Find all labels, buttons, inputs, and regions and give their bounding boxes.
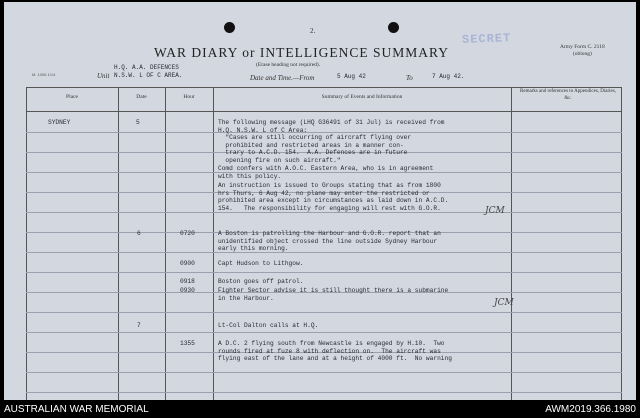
archive-footer: [0, 400, 640, 418]
date-from: 5 Aug 42: [337, 73, 366, 80]
unit-line2: N.S.W. L OF C AREA.: [114, 72, 183, 79]
diary-sheet: [4, 2, 636, 400]
summary-line: A D.C. 2 flying south from Newcastle is engaged by H.10. Two: [218, 340, 445, 347]
page-subtitle: (Erase heading not required).: [256, 62, 321, 68]
form-ref-line2: (oblong): [572, 51, 592, 57]
row-rule: [26, 392, 622, 393]
secret-stamp: SECRET: [461, 31, 512, 47]
row-rule: [26, 272, 622, 273]
entry-date: 5: [136, 119, 140, 126]
form-code: M. 1006 1/14: [32, 72, 56, 77]
row-rule: [26, 372, 622, 373]
summary-line: prohibited area except in circumstances as laid down in A.C.D.: [218, 197, 449, 205]
summary-line: "Cases are still occurring of aircraft flying over: [218, 134, 412, 142]
summary-line: Boston goes off patrol.: [218, 278, 304, 285]
entry-summary: [218, 230, 441, 253]
summary-line: Comd confers with A.O.C. Eastern Area, who is in agreement: [218, 165, 434, 172]
entry-hour: 0918: [180, 278, 195, 285]
entry-summary: [218, 322, 318, 330]
footer-institution: AUSTRALIAN WAR MEMORIAL: [4, 404, 149, 415]
date-label: Date and Time.—From: [250, 74, 315, 82]
summary-line: An instruction is issued to Groups stating that as from 1800: [218, 182, 441, 189]
entry-summary: [218, 119, 445, 165]
summary-line: hrs Thurs, 6 Aug 42, no plane may enter the restricted or: [218, 189, 430, 197]
entry-summary: [218, 182, 448, 212]
punch-hole-left: [224, 22, 235, 33]
col-divider: [165, 87, 166, 400]
summary-line: opening fire on such aircraft.": [218, 156, 341, 164]
summary-line: trary to A.C.D. 154. A.A. Defences are in future: [218, 149, 408, 157]
col-divider: [511, 87, 512, 400]
entry-summary: [218, 278, 303, 286]
entry-summary: [218, 260, 303, 268]
summary-line: A Boston is patrolling the Harbour and G.O.R. report that an: [218, 230, 441, 237]
entry-date: 7: [137, 322, 141, 329]
page-title: WAR DIARY or INTELLIGENCE SUMMARY: [154, 45, 449, 60]
entry-hour: 0720: [180, 230, 195, 237]
summary-line: with this policy.: [218, 172, 282, 180]
col-divider: [213, 87, 214, 400]
summary-line: rounds fired at fuze 8 with deflection on. The aircraft was: [218, 347, 441, 355]
summary-line: H.Q. N.S.W. L of C Area:: [218, 126, 308, 134]
summary-line: unidentified object crossed the line outside Sydney Harbour: [218, 237, 438, 245]
entry-summary: [218, 287, 448, 302]
col-divider: [26, 87, 27, 400]
header-rule: [26, 111, 622, 112]
summary-line: Capt Hudson to Lithgow.: [218, 260, 304, 267]
entry-hour: 0930: [180, 287, 195, 294]
col-header-place: Place: [66, 94, 78, 100]
col-divider: [118, 87, 119, 400]
entry-place: SYDNEY: [48, 119, 71, 126]
form-ref-line1: Army Form C. 2118: [560, 44, 605, 50]
summary-line: Lt-Col Dalton calls at H.Q.: [218, 322, 319, 329]
summary-line: 154. The responsibility for engaging will rest with G.O.R.: [218, 204, 441, 212]
unit-label: Unit: [97, 72, 110, 80]
col-header-hour: Hour: [183, 94, 195, 100]
col-header-remarks: Remarks and references to Appendices, Diaries, &c.: [520, 89, 616, 101]
summary-line: early this morning.: [218, 245, 289, 253]
entry-hour: 1355: [180, 340, 195, 347]
date-to: 7 Aug 42.: [432, 73, 465, 80]
unit-line1: H.Q. A.A. DEFENCES: [114, 64, 179, 71]
row-rule: [26, 332, 622, 333]
to-label: To: [406, 74, 413, 82]
summary-line: prohibited and restricted areas in a manner con-: [218, 141, 404, 149]
entry-hour: 0900: [180, 260, 195, 267]
col-divider: [621, 87, 622, 400]
entry-summary: [218, 340, 452, 363]
handwritten-initials: JCM: [485, 206, 505, 216]
form-reference: [560, 44, 605, 58]
col-header-summary: Summary of Events and Information: [321, 94, 403, 100]
row-rule: [26, 312, 622, 313]
entry-date: 6: [137, 230, 141, 237]
summary-line: in the Harbour.: [218, 294, 274, 302]
handwritten-initials: JCM: [494, 298, 514, 308]
summary-line: flying east of the lane and at a height of 4000 ft. No warning: [218, 355, 452, 363]
summary-line: The following message (LHQ G36491 of 31 Jul) is received from: [218, 119, 445, 126]
entry-summary: [218, 165, 433, 180]
summary-line: Fighter Sector advise it is still thought there is a submarine: [218, 287, 449, 294]
col-header-date: Date: [136, 94, 147, 100]
punch-hole-right: [388, 22, 399, 33]
page-number: 2.: [310, 27, 316, 35]
footer-accession: AWM2019.366.1980: [545, 404, 636, 415]
